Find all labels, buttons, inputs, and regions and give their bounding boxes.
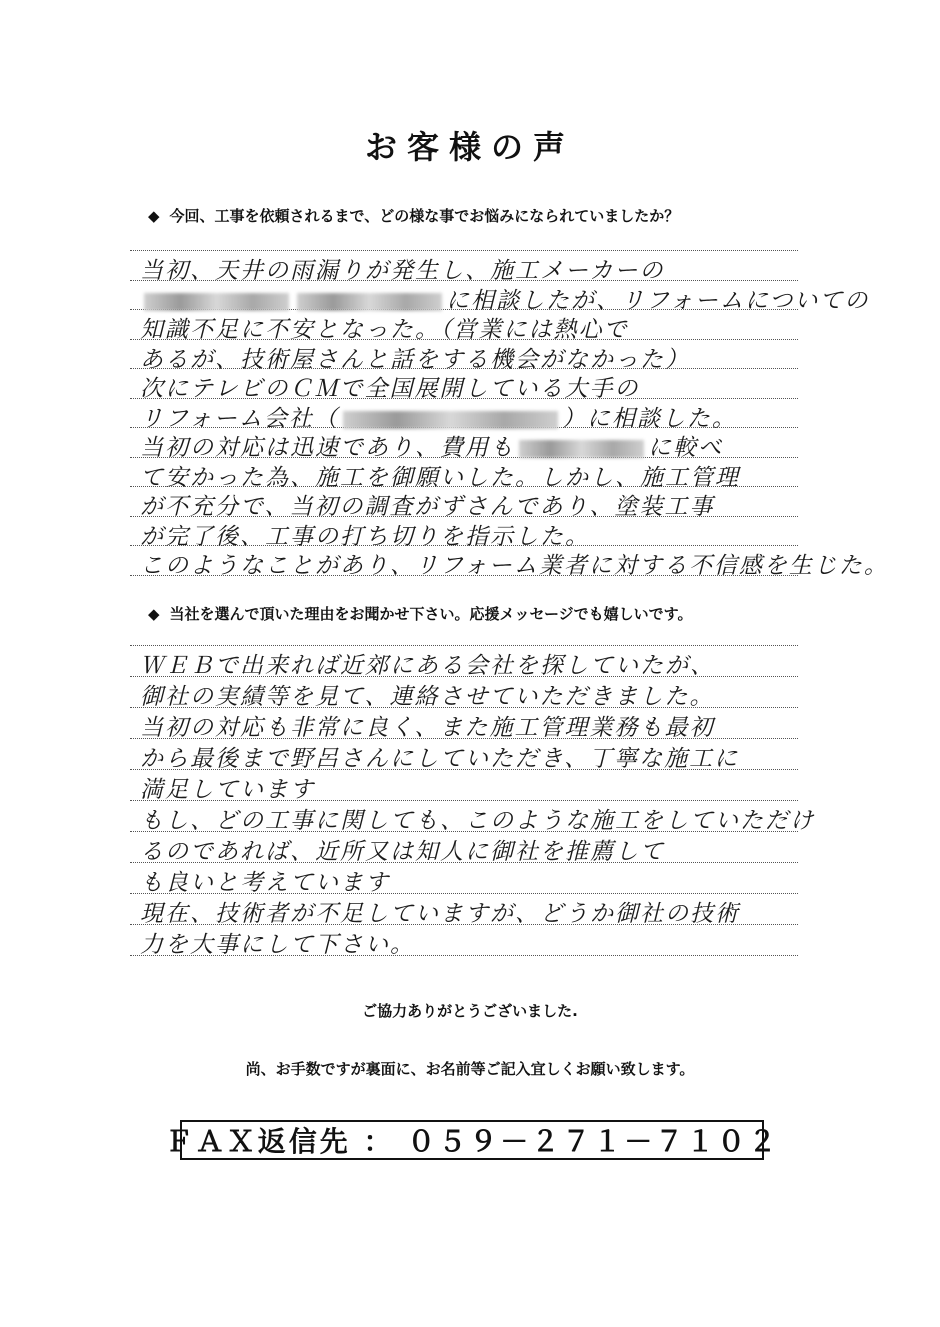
redacted-blur xyxy=(297,293,442,311)
handwritten-text: ＷＥＢで出来れば近郊にある会社を探していたが、 xyxy=(140,653,715,679)
handwritten-line xyxy=(140,459,800,492)
handwritten-text: 当初の対応も非常に良く、また施工管理業務も最初 xyxy=(140,715,715,741)
handwritten-line xyxy=(140,802,815,835)
handwritten-line xyxy=(140,547,889,580)
handwritten-line xyxy=(140,647,800,680)
handwritten-line xyxy=(140,864,800,897)
handwritten-text: るのであれば、近所又は知人に御社を推薦して xyxy=(140,839,665,865)
answer-1-area xyxy=(130,250,889,580)
handwritten-line xyxy=(140,282,870,315)
fax-number-box xyxy=(164,1120,780,1160)
redacted-blur xyxy=(343,411,558,429)
handwritten-line xyxy=(140,488,800,521)
question-2-text: 当社を選んで頂いた理由をお聞かせ下さい。応援メッセージでも嬉しいです。 xyxy=(169,605,693,623)
handwritten-text: もし、どの工事に関しても、このような施工をしていただけ xyxy=(140,808,815,834)
ruled-line xyxy=(130,250,798,251)
handwritten-text: あるが、技術屋さんと話をする機会がなかった） xyxy=(140,346,690,373)
handwritten-text: に相談したが、リフォームについての xyxy=(446,287,870,314)
handwritten-text: 当初の対応は迅速であり、費用も xyxy=(140,435,515,461)
handwritten-line xyxy=(140,400,800,433)
handwritten-text: が不充分で、当初の調査がずさんであり、塗装工事 xyxy=(140,494,715,520)
answer-2-area xyxy=(130,645,815,975)
handwritten-text: 満足しています xyxy=(140,777,315,803)
question-2 xyxy=(148,603,692,624)
handwritten-text: 力を大事にして下さい。 xyxy=(140,932,415,958)
handwritten-text: 次にテレビのＣＭで全国展開している大手の xyxy=(140,376,640,402)
handwritten-line xyxy=(140,678,800,711)
question-1-text: 今回、工事を依頼されるまで、どの様な事でお悩みになられていましたか？ xyxy=(169,207,680,225)
redacted-blur xyxy=(519,440,644,458)
diamond-bullet-icon: ◆ xyxy=(148,605,160,623)
handwritten-text: ）に相談した。 xyxy=(561,405,737,432)
handwritten-text: から最後まで野呂さんにしていただき、丁寧な施工に xyxy=(140,746,740,772)
handwritten-line xyxy=(140,518,800,551)
handwritten-text: 当初、天井の雨漏りが発生し、施工メーカーの xyxy=(140,258,665,284)
handwritten-text: 御社の実績等を見て、連絡させていただきました。 xyxy=(140,684,715,710)
redacted-blur xyxy=(144,293,289,311)
note-text: 尚、お手数ですが裏面に、お名前等ご記入宜しくお願い致します。 xyxy=(245,1060,695,1078)
handwritten-line xyxy=(140,926,800,959)
handwritten-text: このようなことがあり、リフォーム業者に対する不信感を生じた。 xyxy=(140,553,889,579)
handwritten-text: に較べ xyxy=(648,435,723,461)
handwritten-text: 知識不足に不安となった。（営業には熱心で xyxy=(140,317,629,343)
handwritten-line xyxy=(140,740,800,773)
handwritten-text: も良いと考えています xyxy=(140,870,390,896)
handwritten-text: リフォーム会社（ xyxy=(140,405,339,432)
handwritten-line xyxy=(140,311,800,344)
handwritten-line xyxy=(140,341,800,374)
handwritten-text: が完了後、工事の打ち切りを指示した。 xyxy=(140,523,590,550)
fax-text: ＦＡＸ返信先 ： ０５９－２７１－７１０２ xyxy=(164,1125,780,1158)
handwritten-text: 現在、技術者が不足していますが、どうか御社の技術 xyxy=(140,901,740,927)
page-title: お客様の声 xyxy=(364,128,575,166)
handwritten-line xyxy=(140,895,800,928)
handwritten-line xyxy=(140,429,800,462)
handwritten-line xyxy=(140,252,800,285)
handwritten-line xyxy=(140,833,800,866)
diamond-bullet-icon: ◆ xyxy=(148,207,160,225)
thanks-text: ご協力ありがとうございました. xyxy=(362,1002,578,1020)
handwritten-line xyxy=(140,771,800,804)
handwritten-text: て安かった為、施工を御願いした。しかし、施工管理 xyxy=(140,464,740,491)
question-1 xyxy=(148,205,679,226)
ruled-line xyxy=(130,645,798,646)
handwritten-line xyxy=(140,709,800,742)
handwritten-line xyxy=(140,370,800,403)
